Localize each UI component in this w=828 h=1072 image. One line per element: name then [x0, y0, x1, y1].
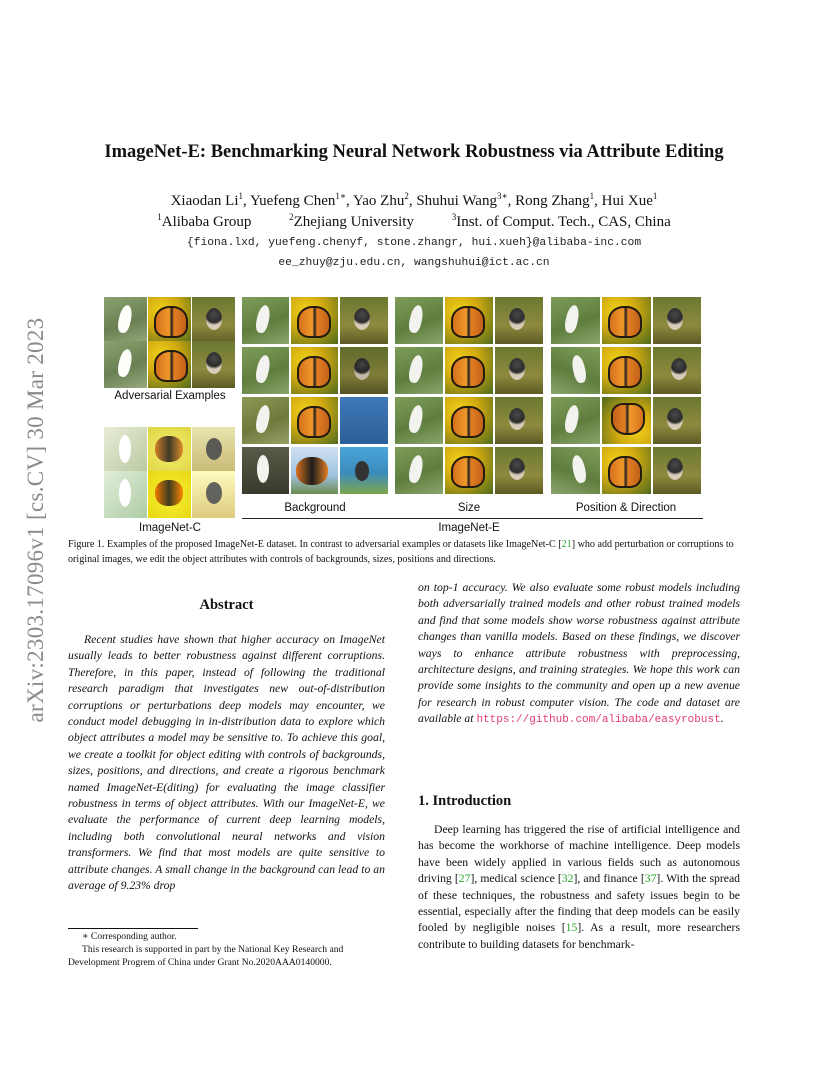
abstract-text: on top-1 accuracy. We also evaluate some robust models including both adversarially trained models and other robust trained models and find that some models show worse robustness against attribute changes than vanilla models. Based on these findings, we discover ways to enhance attribute robustness with preprocessing, architecture designs, and training strategies. We hope this work can provide some insights to the community and open up a new avenue for research in robust computer vision. The code and dataset are available at — [418, 581, 740, 726]
author-name: Hui Xue — [601, 193, 653, 209]
abstract-right-text — [418, 580, 740, 729]
author-sup: 1 — [652, 191, 658, 201]
author-list: Xiaodan Li$^1$, Yuefeng Chen$^{1∗}$, Yao Zhu$^2$, Shuhui Wang$^{3∗}$, Rong Zhang$^1$, Hui Xue$^1$ — [170, 191, 658, 209]
affil-name: Inst. of Comput. Tech., CAS, China — [456, 214, 671, 230]
butterfly-image — [445, 297, 493, 344]
affiliation — [157, 214, 251, 230]
citation-link[interactable]: 27 — [458, 872, 471, 886]
citation-link[interactable]: 32 — [561, 872, 574, 886]
affil-name: Zhejiang University — [293, 214, 414, 230]
egret-image — [395, 447, 443, 494]
affiliations — [0, 214, 828, 231]
junco-image — [653, 347, 701, 394]
author-name: Yuefeng Chen — [249, 193, 336, 209]
junco-image — [653, 297, 701, 344]
butterfly-image — [291, 397, 338, 444]
egret-dark-background-image — [242, 447, 289, 494]
corrupted-egret-image — [104, 471, 147, 518]
size-label: Size — [457, 502, 481, 514]
affil-name: Alibaba Group — [161, 214, 252, 230]
caption-text: Figure 1. Examples of the proposed ImageNet-E dataset. In contrast to adversarial examples or datasets like ImageNet-C [ — [68, 539, 562, 550]
egret-image — [104, 297, 147, 344]
author-sup: 1 — [589, 191, 595, 201]
egret-image — [551, 447, 600, 494]
position-direction-label: Position & Direction — [575, 502, 677, 514]
affil-sup: 3 — [451, 212, 457, 222]
caption-text: ] who add perturbation or corruptions to original images, we edit the object attributes with controls of backgrounds, sizes, positions and directions. — [68, 539, 734, 565]
footnote-corresponding: ∗ Corresponding author. — [82, 931, 177, 942]
corrupted-egret-image — [104, 427, 147, 474]
intro-text: ]. As a result, more researchers contribute to building datasets for benchmark- — [418, 921, 740, 951]
author-name: Rong Zhang — [515, 193, 590, 209]
author-sup: 1 — [238, 191, 243, 201]
corrupted-junco-image — [192, 471, 235, 518]
citation-link[interactable]: 37 — [644, 872, 657, 886]
paper-title: ImageNet-E: Benchmarking Neural Network Robustness via Attribute Editing — [104, 142, 724, 162]
junco-image — [495, 397, 543, 444]
butterfly-image — [602, 297, 651, 344]
imagenet-c-label: ImageNet-C — [139, 522, 201, 534]
egret-image — [551, 397, 600, 444]
affiliation — [452, 214, 671, 230]
figure-divider — [242, 518, 703, 519]
egret-image — [242, 347, 289, 394]
author-sup: 3∗ — [496, 191, 508, 201]
affil-sup: 1 — [157, 212, 162, 222]
butterfly-image — [148, 341, 191, 388]
butterfly-image — [148, 297, 191, 344]
code-url-link[interactable]: https://github.com/alibaba/easyrobust — [476, 714, 721, 727]
introduction-text — [418, 822, 740, 953]
egret-image — [395, 397, 443, 444]
author-sup: 2 — [404, 191, 409, 201]
egret-image — [242, 297, 289, 344]
egret-image — [395, 297, 443, 344]
junco-image — [495, 447, 543, 494]
adversarial-label: Adversarial Examples — [114, 390, 226, 402]
junco-image — [495, 347, 543, 394]
footnote-funding: This research is supported in part by the National Key Research and Development Progrem of China under Grant No.2020AAA0140000. — [68, 944, 344, 968]
abstract-left-text: Recent studies have shown that higher accuracy on ImageNet usually leads to better robustness against different corruptions. Therefore, in this paper, instead of following the traditional research paradigm that investigates new out-of-distribution corruptions or perturbations deep models may encounter, we conduct model debugging in in-distribution data to explore which object attributes a model may be sensitive to. To achieve this goal, we create a toolkit for object editing with controls of backgrounds, sizes, positions, and directions, and create a rigorous benchmark named ImageNet-E(diting) for evaluating the image classifier robustness in terms of object attributes. With our ImageNet-E, we evaluate the performance of current deep learning models, including both convolutional neural networks and vision transformers. We find that most models are quite sensitive to attribute changes. A small change in the background can lead to an average of 9.23% drop — [68, 633, 385, 893]
intro-text: ], medical science [ — [470, 872, 562, 886]
butterfly-image — [291, 347, 338, 394]
author-name: Shuhui Wang — [416, 193, 497, 209]
butterfly-image — [291, 297, 338, 344]
egret-image — [242, 397, 289, 444]
junco-image — [340, 297, 388, 344]
figure-caption — [68, 537, 760, 567]
butterfly-image — [445, 397, 493, 444]
affil-sup: 2 — [289, 212, 294, 222]
junco-image — [192, 297, 235, 344]
corrupted-junco-image — [192, 427, 235, 474]
egret-image — [104, 341, 147, 388]
egret-image — [395, 347, 443, 394]
butterfly-image — [602, 347, 651, 394]
intro-text: Deep learning has triggered the rise of artificial intelligence and has become the workhorse of machine intelligence. Deep models have been widely applied in various fields such as autonomous driving [ — [418, 823, 740, 886]
arxiv-id: arXiv:2303.17096v1 [cs.CV] 30 Mar 2023 — [23, 317, 48, 723]
blue-background-image — [340, 397, 388, 444]
author-name: Yao Zhu — [352, 193, 405, 209]
egret-image — [551, 297, 600, 344]
abstract-end: . — [720, 712, 724, 726]
email-line-1: {fiona.lxd, yuefeng.chenyf, stone.zhangr, hui.xueh}@alibaba-inc.com — [186, 237, 642, 249]
affiliation — [289, 214, 414, 230]
butterfly-image — [445, 347, 493, 394]
abstract-heading: Abstract — [199, 597, 254, 613]
junco-image — [340, 347, 388, 394]
intro-text: ], and finance [ — [573, 872, 645, 886]
footnotes — [68, 930, 388, 969]
junco-image — [653, 447, 701, 494]
imagenet-e-label: ImageNet-E — [438, 522, 500, 534]
junco-image — [653, 397, 701, 444]
intro-text: ]. With the spread of these techniques, the robustness and safety issues begin to be essential, especially after the finding that deep models can be easily fooled by negligible noises [ — [418, 872, 740, 935]
author-sup: 1∗ — [335, 191, 346, 201]
butterfly-image — [445, 447, 493, 494]
citation-link[interactable]: 21 — [561, 539, 572, 550]
footnote-rule — [68, 928, 198, 929]
citation-link[interactable]: 15 — [565, 921, 578, 935]
corrupted-butterfly-image — [148, 471, 191, 518]
butterfly-image — [602, 397, 651, 444]
egret-image — [551, 347, 600, 394]
junco-image — [495, 297, 543, 344]
junco-image — [192, 341, 235, 388]
butterfly-sky-background-image — [291, 447, 338, 494]
corrupted-butterfly-image — [148, 427, 191, 474]
background-label: Background — [284, 502, 346, 514]
introduction-heading: 1. Introduction — [418, 793, 512, 809]
author-name: Xiaodan Li — [170, 193, 239, 209]
butterfly-image — [602, 447, 651, 494]
arxiv-stamp — [14, 280, 58, 760]
junco-sea-background-image — [340, 447, 388, 494]
email-line-2: ee_zhuy@zju.edu.cn, wangshuhui@ict.ac.cn — [278, 257, 550, 269]
